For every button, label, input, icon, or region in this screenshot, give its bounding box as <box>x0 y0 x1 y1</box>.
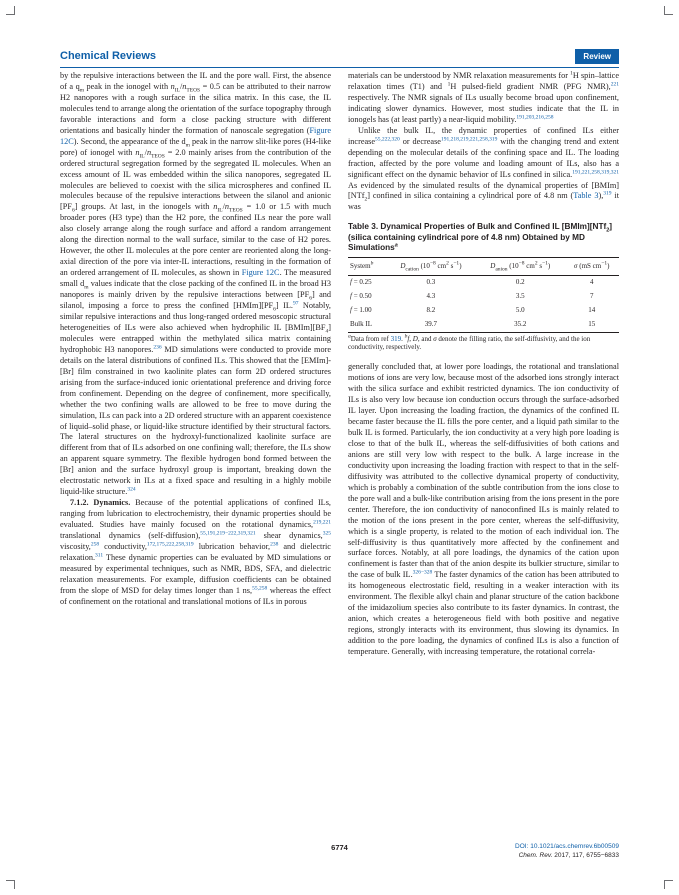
article-type-badge: Review <box>575 49 619 64</box>
journal-title[interactable]: Chemical Reviews <box>60 50 156 62</box>
right-column <box>348 71 619 658</box>
crop-mark-bottom-left <box>6 880 15 889</box>
citation: Chem. Rev. 2017, 117, 6755−6833 <box>518 851 619 859</box>
cell-sigma: 4 <box>590 278 594 287</box>
doi-block <box>515 843 619 860</box>
table-row <box>348 318 619 332</box>
header-system: System$^b$ <box>350 260 374 270</box>
header-rule <box>60 67 619 68</box>
left-paragraph-1: by the repulsive interactions between the IL and the pore wall. First, the absence of a $q_m$ peak in the ionogel with $n_{IL}/n_{TEOS} = 0.5$ can be attributed to their narrow H2 nanopores with a rough surface in the silica matrix. In this case, the IL molecules tend to arrange along the orientation of the surface topography through favorable interactions and form a close packing structure with different orientations and basically hinder the formation of nanoscale segregation (Figure 12C). Second, the appearance of the $d_m$ peak in the narrow slit-like pores (H4-like pore) of ionogel with $n_{IL}/n_{TEOS} = 2.0$ mainly arises from the contribution of the ordered structural segregation formed by the segregated IL molecules. When an excess amount of IL was embedded within the silica nanopores, segregated IL molecules are believed to coexist with the silica microspheres and confined IL molecules because of the repulsive interactions between the silanol and anionic $[PF_6]$ groups. At last, in the ionogels with $n_{IL}/n_{TEOS} = 1.0$ or 1.5 with much broader pores (H3 type) than the H2 pore, the confined ILs near the pore wall also closely arrange along the rough surface and afford a random arrangement along the direction normal to the wall surface, similar to the case of H2 pores. However, the other IL molecules at the pore center are reoriented along the long-axial direction of the pore via inter-IL interactions, resulting in the formation of an ordered arrangement of IL molecules, as shown in Figure 12C. The measured small $d_m$ values indicate that the close packing of the confined IL in the broad H3 nanopores is mainly driven by the repulsive interactions between $[PF_6]$ and silanol, imposing a force to press the confined $[HMIm][PF_6]$ IL.$^{97}$ Notably, similar repulsive interactions and thus long-ranged ordered mesoscopic structural heterogeneities of ILs were also achieved when hydrophilic IL $[BMIm][BF_4]$ molecules were entrapped within the methylated silica matrix containing hydrophobic H3 nanopores.$^{236}$ MD simulations were conducted to provide more details on the lateral distributions of confined ILs. This showed that the [EMIm]-[Br] film constrained in two kaolinite plates can form 2D ordered structures arising from the surface-induced ionic orientational preference and driving force from confinement. Depending on the degree of confinement, more specifically, whether the two confining walls are allowed to be free to move during the simulation, ILs can pack into a 2D ordered structure with an apparent coexistence of liquid–solid phase, or liquid-like structure identified by their structural factors. The lateral structures on the hydroxyl-functionalized kaolinite surface are different from that of ILs adsorbed on one confining wall; therefore, the ILs show an apparent square symmetry. The flexible hydrogen bond formed between the [Br] anion and the surface hydroxyl group is important, breaking down the electrostatic network in ILs at a fixed space and resulting in a highly mobile liquid-like structure.$^{324}$ <box>60 71 332 497</box>
crop-mark-bottom-right <box>664 880 673 889</box>
cell-sigma: 14 <box>588 306 596 315</box>
doi-link[interactable]: DOI: 10.1021/acs.chemrev.6b00509 <box>515 843 619 850</box>
header-d-anion: $D_{anion}$ ($10^{-8}$ $cm^2$ $s^{-1}$) <box>490 260 551 273</box>
cell-d-anion: 3.5 <box>515 292 525 301</box>
cell-system: f = 0.25 <box>350 278 372 287</box>
page-number: 6774 <box>331 843 348 852</box>
left-column <box>60 71 331 608</box>
header-sigma: σ (mS $cm^{-1}$) <box>574 260 610 270</box>
table-caption: Table 3. Dynamical Properties of Bulk and Confined IL [BMIm][NTf$_2$] (silica containing cylindrical pore of 4.8 nm) Obtained by MD Simulations$^a$ <box>348 222 613 253</box>
cell-d-anion: 0.2 <box>515 278 525 287</box>
table-row <box>348 275 619 289</box>
cell-d-cation: 8.2 <box>426 306 436 315</box>
cell-sigma: 7 <box>590 292 594 301</box>
table-header-row <box>348 257 619 275</box>
header-d-cation: $D_{cation}$ ($10^{-8}$ $cm^2$ $s^{-1}$) <box>400 260 462 273</box>
cell-d-cation: 0.3 <box>426 278 436 287</box>
page-footer <box>60 843 619 873</box>
cell-d-cation: 4.3 <box>426 292 436 301</box>
table-row <box>348 290 619 304</box>
table-footnote: $^a$Data from ref 319. $^b$f, D, and σ denote the filling ratio, the self-diffusivity, and the ion conductivity, respectively. <box>348 333 591 352</box>
crop-mark-top-left <box>6 6 15 15</box>
right-paragraph-3: generally concluded that, at lower pore loadings, the rotational and translational motions of ions are very low, because most of the adsorbed ions strongly interact with the silica surface and exhibit restricted dynamics. The ion conductivity of ILs is also very low because ion conduction occurs through the surface-adsorbed IL layer. Upon increasing the loading fraction, the dynamics of the confined IL became faster because the IL fills the pore center, and a liquid path similar to the bulk IL is formed. Particularly, the ion conductivity at a very high pore loading is close to that of the bulk IL, whereas the self-diffusivities of both cations and anions are still very low with respect to the bulk. A large increase in the conductivity upon increasing the loading fraction with respect to that in the self-diffusivity was attributed to the collective dynamical property of conductivity, which is probably a combination of the subtle contribution from the ions close to the pore wall and a bulk-like contribution arising from the ions present in the pore center. Therefore, the ion conductivity of nanoconfined ILs is mainly related to the motion of the ions present in the pore center, whereas the self-diffusivity, which is a single property, is related to the motion of each individual ion. The self-diffusivity is thus quantitatively more affected by the confinement and surface forces. Notably, at all pore loadings, the dynamics of the cation upon confinement is faster than that of the anion despite its bulkier structure, similar to the case of bulk IL.$^{326-328}$ The faster dynamics of the cation has been attributed to its homogeneous electrostatic field, resulting in a weaker interaction with its environment. The flexible alkyl chain and planar structure of the cation backbone of the imidazolium species also contribute to its faster dynamics. In contrast, the anion, which creates a heterogeneous field with both positive and negative regions, strongly interacts with its environment, thus slowing its dynamics. In addition to the pore loading, the dynamics of confined ILs is also a function of temperature. Generally, with increasing temperature, the rotational correla- <box>348 362 619 657</box>
cell-d-anion: 5.0 <box>515 306 525 315</box>
cell-d-cation: 39.7 <box>424 320 438 329</box>
dynamics-table <box>348 257 619 333</box>
page-header <box>60 50 619 66</box>
cell-system: f = 1.00 <box>350 306 372 315</box>
cell-sigma: 15 <box>588 320 596 329</box>
crop-mark-top-right <box>664 6 673 15</box>
cell-system: f = 0.50 <box>350 292 372 301</box>
table-row <box>348 304 619 318</box>
table-3 <box>348 222 619 352</box>
right-paragraph-2: Unlike the bulk IL, the dynamic properties of confined ILs either increase$^{55,222,320}$ or decrease$^{191,218,219,221,258,319}$ with the changing trend and extent depending on the molecular details of the confining space and IL. The loading fraction, affected by the pore volume and loading amount of ILs, also has a significant effect on the dynamic behavior of ILs confined in silica.$^{191,221,258,319,321}$ As evidenced by the simulated results of the dynamical properties of [BMIm][NTf$_2$] confined in silica containing a cylindrical pore of 4.8 nm (Table 3),$^{319}$ it was <box>348 125 619 212</box>
cell-d-anion: 35.2 <box>514 320 527 329</box>
right-paragraph-1: materials can be understood by NMR relaxation measurements for $^1$H spin–lattice relaxation times (T1) and $^1$H pulsed-field gradient NMR (PFG NMR),$^{221}$ respectively. The NMR signals of ILs usually become broad upon confinement, indicating slower dynamics. However, most studies indicate that the IL in ionogels has (at least partly) a near-liquid mobility.$^{191,203,216,258}$ <box>348 70 619 124</box>
dynamics-section-paragraph: 7.1.2. Dynamics. Because of the potential applications of confined ILs, ranging from lubrication to electrochemistry, their dynamic properties should be evaluated. Studies have mainly focused on the rotational dynamics,$^{219,221}$ translational dynamics (self-diffusion),$^{55,191,219-222,319,321}$ shear dynamics,$^{325}$ viscosity,$^{258}$ conductivity,$^{172,175,222,258,319}$ lubrication behavior,$^{238}$ and dielectric relaxation.$^{311}$ These dynamic properties can be evaluated by MD simulations or measured by experimental techniques, such as NMR, BDS, SFA, and dielectric relaxation measurements. For example, diffusion coefficients can be obtained from the slope of MSD for delay times longer than 1 ns,$^{55,258}$ whereas the effect of confinement on the rotational and translational motions of ILs in porous <box>60 498 331 606</box>
cell-system: Bulk IL <box>350 320 372 329</box>
